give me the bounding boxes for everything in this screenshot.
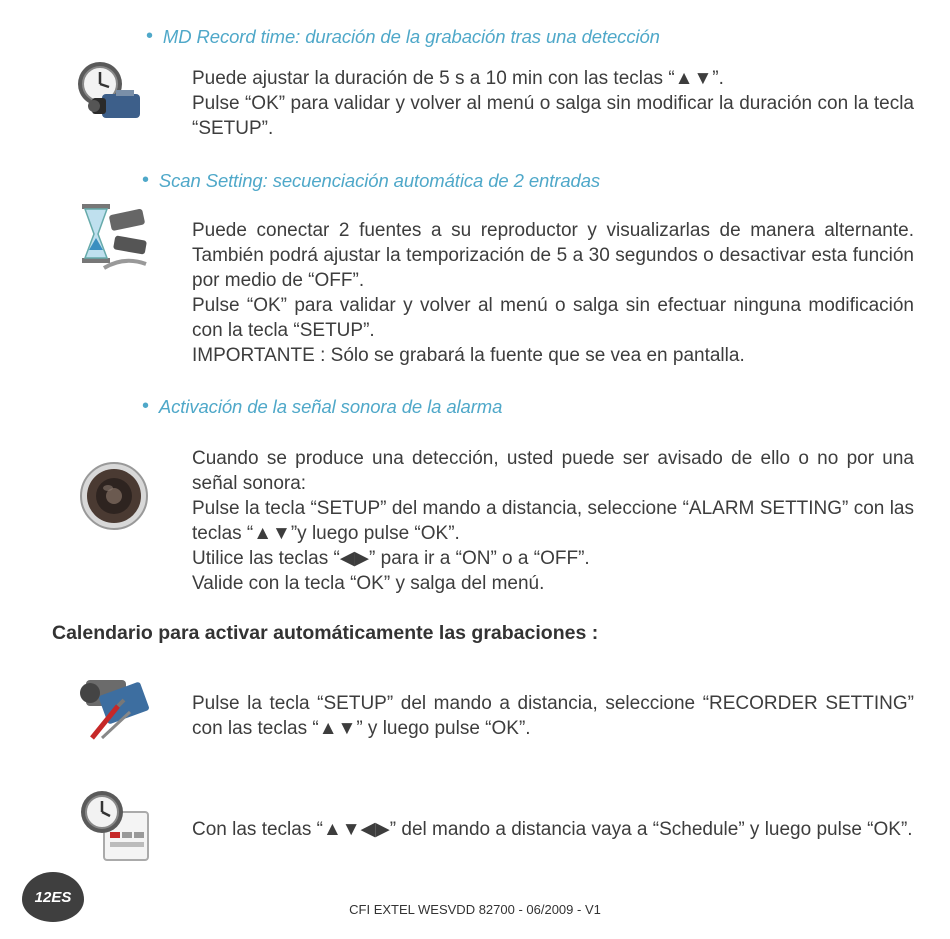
- paragraph-line: Con las teclas “▲▼◀▶” del mando a distancia vaya a “Schedule” y luego pulse “OK”.: [192, 819, 913, 840]
- paragraph-line: Pulse “OK” para validar y volver al menú o salga sin modificar la duración con la tecla “SETUP”.: [192, 93, 914, 139]
- hourglass-camera-icon: [74, 198, 154, 278]
- document-reference: CFI EXTEL WESVDD 82700 - 06/2009 - V1: [349, 902, 601, 917]
- paragraph-line: Pulse “OK” para validar y volver al menú o salga sin efectuar ninguna modificación con la tecla “SETUP”.: [192, 295, 914, 341]
- paragraph-line: Valide con la tecla “OK” y salga del menú.: [192, 573, 545, 594]
- paragraph-line: Cuando se produce una detección, usted puede ser avisado de ello o no por una señal sonora:: [192, 448, 914, 494]
- speaker-icon: [74, 458, 154, 538]
- paragraph-line: Pulse la tecla “SETUP” del mando a distancia, seleccione “ALARM SETTING” con las teclas “▲▼”y luego pulse “OK”.: [192, 498, 914, 544]
- section-heading-alarm-sound: • Activación de la señal sonora de la alarma: [142, 395, 503, 417]
- clock-calendar-icon: [76, 786, 156, 866]
- calendar-section-title: Calendario para activar automáticamente las grabaciones :: [52, 622, 599, 644]
- section-heading-scan-setting: • Scan Setting: secuenciación automática de 2 entradas: [142, 169, 601, 191]
- camera-tools-icon: [72, 666, 152, 746]
- paragraph-line: Pulse la tecla “SETUP” del mando a distancia, seleccione “RECORDER SETTING” con las teclas “▲▼” y luego pulse “OK”.: [192, 693, 914, 739]
- page-number-badge: 12ES: [22, 872, 84, 922]
- section-body-md-record: [192, 66, 914, 141]
- paragraph-line: Puede ajustar la duración de 5 s a 10 min con las teclas “▲▼”.: [192, 68, 724, 89]
- paragraph-line: IMPORTANTE : Sólo se grabará la fuente que se vea en pantalla.: [192, 345, 745, 366]
- paragraph-line: Utilice las teclas “◀▶” para ir a “ON” o a “OFF”.: [192, 548, 590, 569]
- calendar-step1-text: [192, 691, 914, 741]
- paragraph-line: Puede conectar 2 fuentes a su reproductor y visualizarlas de manera alternante. También podrá ajustar la temporización de 5 a 30 segundos o desactivar esta función por medio de “OFF”.: [192, 220, 914, 291]
- section-body-alarm-sound: [192, 446, 914, 596]
- section-heading-md-record: • MD Record time: duración de la grabación tras una detección: [146, 25, 660, 47]
- clock-camcorder-icon: [72, 54, 152, 134]
- section-body-scan-setting: [192, 218, 914, 368]
- calendar-step2-text: [192, 817, 914, 842]
